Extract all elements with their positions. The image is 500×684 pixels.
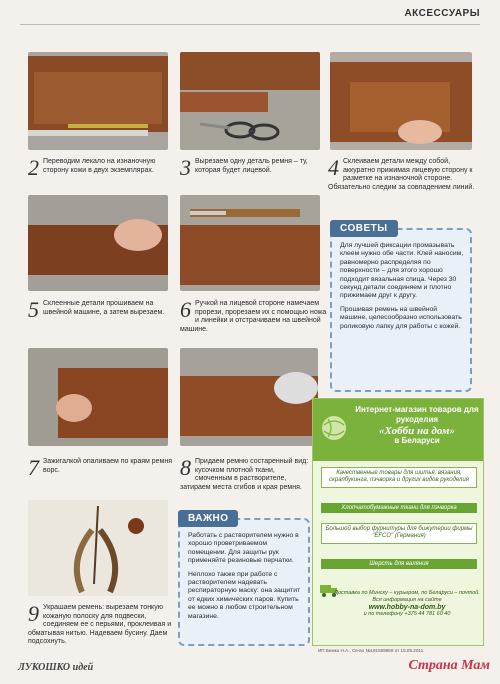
important-paragraph: Неплохо также при работе с растворителем надевать респираторную маску: она защитит от едких химических паров. Купить ее можно в любом строительном магазине. — [188, 570, 301, 620]
step-4-description: Склеиваем детали между собой, аккуратно прижимая лицевую сторону к разметке на изнаночной стороне. Обязательно следим за совпадением линий. — [328, 158, 475, 191]
ad-brand: «Хобби на дом» — [379, 425, 455, 437]
ad-headline: Интернет-магазин товаров для рукоделия — [355, 405, 479, 424]
step-8-photo — [180, 348, 318, 446]
step-2-photo — [28, 52, 168, 150]
ad-header — [313, 399, 483, 461]
ad-item: Большой выбор фурнитуры для бижутерии фирмы "EFCO" (Германия) — [321, 523, 477, 544]
important-paragraph: Работать с растворителем нужно в хорошо проветриваемом помещении. Для защиты рук применяйте резиновые перчатки. — [188, 532, 299, 565]
ad-phone: и по телефону +375 44 781 60 40 — [363, 611, 451, 617]
step-7-description: Зажигалкой опаливаем по краям ремня ворс. — [43, 458, 173, 474]
tips-title: СОВЕТЫ — [330, 220, 398, 237]
step-4-text — [328, 155, 478, 192]
ad-delivery-info — [333, 590, 481, 618]
ad-title — [353, 405, 481, 446]
step-2-number: 2 — [28, 155, 39, 180]
step-5-number: 5 — [28, 297, 39, 322]
step-9-description: Украшаем ремень: вырезаем тонкую кожаную полоску для подвески, соединяем ее с перьями, проклеивая и обматывая нитью. Надеваем бусину. Даем подсохнуть. — [28, 604, 172, 646]
step-5-photo — [28, 195, 168, 291]
important-title: ВАЖНО — [178, 510, 238, 527]
tips-text — [340, 242, 466, 336]
header-divider — [20, 24, 480, 25]
step-3-photo — [180, 52, 320, 150]
ad-item: Качественные товары для шитья, вязания, скрапбукинга, пэчворка и других видов рукоделия — [321, 467, 477, 488]
step-8-number: 8 — [180, 455, 191, 480]
watermark: Страна Мам — [408, 658, 490, 673]
step-6-description: Ручкой на лицевой стороне намечаем прорези, прорезаем их с помощью ножа и линейки и отстрачиваем на швейной машине. — [180, 300, 327, 333]
step-4-photo — [330, 52, 472, 150]
tips-paragraph: Прошивая ремень на швейной машине, целесообразно использовать роликовую лапку для работы с кожей. — [340, 305, 462, 330]
tips-paragraph: Для лучшей фиксации промазывать клеем нужно обе части. Клей наносим, равномерно распределяя по поверхности – для этого хорошо подходит вязальная спица. Через 30 секунд детали соединяем и плотно прижимаем друг к другу. — [340, 242, 464, 300]
section-title: АКСЕССУАРЫ — [404, 8, 480, 19]
important-text — [188, 532, 304, 626]
step-5-description: Склеенные детали прошиваем на швейной машине, а затем вырезаем. — [43, 300, 165, 316]
ad-item: Хлопчатобумажные ткани для пэчворка — [321, 503, 477, 513]
step-5-text — [28, 297, 176, 322]
step-3-description: Вырезаем одну деталь ремня – ту, которая будет лицевой. — [195, 158, 308, 174]
step-8-description: Придаем ремню состаренный вид: кусочком плотной ткани, смоченным в растворителе, затираем места сгибов и края ремня. — [180, 458, 309, 491]
ad-website-link[interactable]: www.hobby-na-dom.by — [368, 604, 446, 611]
step-2-text — [28, 155, 176, 180]
step-4-number: 4 — [328, 155, 339, 180]
step-9-text — [28, 601, 178, 647]
step-6-photo — [180, 195, 320, 291]
step-3-number: 3 — [180, 155, 191, 180]
step-9-photo — [28, 500, 168, 596]
step-6-number: 6 — [180, 297, 191, 322]
step-7-text — [28, 455, 176, 480]
step-2-description: Переводим лекало на изнаночную сторону кожи в двух экземплярах. — [43, 158, 156, 174]
step-7-photo — [28, 348, 168, 446]
ad-region: в Беларуси — [394, 436, 440, 445]
magazine-logo: ЛУКОШКО идей — [18, 662, 94, 673]
yarn-ball-icon — [319, 413, 349, 443]
step-8-text — [180, 455, 310, 492]
step-6-text — [180, 297, 328, 334]
step-7-number: 7 — [28, 455, 39, 480]
ad-delivery: Доставка по Минску – курьером, по Беларуси – почтой. Вся информация на сайте — [334, 590, 480, 603]
ad-item: Шерсть для валяния — [321, 559, 477, 569]
advertisement — [312, 398, 484, 646]
ad-legal-text: ИП Бемко Н.А., Св-во №191589969 от 15.09.2011 — [318, 648, 424, 653]
step-3-text — [180, 155, 328, 180]
step-9-number: 9 — [28, 601, 39, 626]
